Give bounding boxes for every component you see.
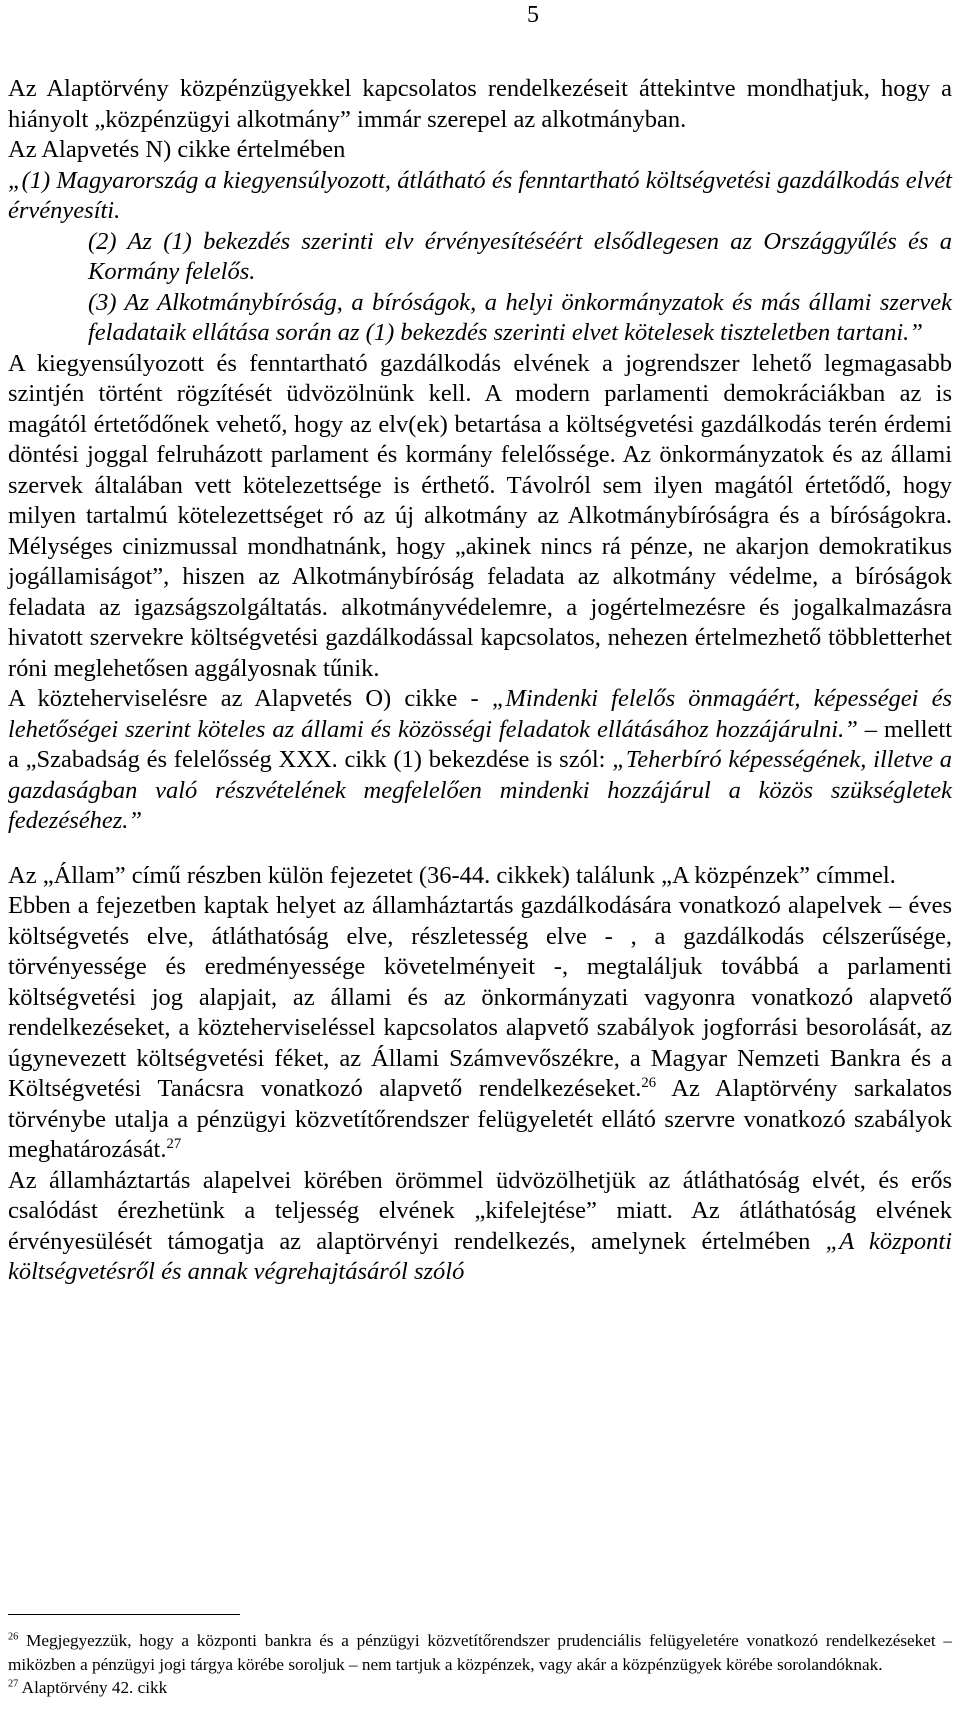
- footnote-number: 26: [8, 1631, 19, 1643]
- paragraph-public-burden: [8, 684, 952, 837]
- text-run: Ebben a fejezetben kaptak helyet az államháztartás gazdálkodására vonatkozó alapelvek – éves költségvetés elve, átláthatóság elve, részletesség elve - , a gazdálkodás célszerűsége, törvényessége és eredményessége követelményeit -, megtaláljuk továbbá a parlamenti költségvetési jog alapjait, az állami és az önkormányzati vagyonra vonatkozó alapvető rendelkezéseket, a közteherviseléssel kapcsolatos alapvető szabályok jogforrási besorolását, az úgynevezett költségvetési féket, az Állami Számvevőszékre, a Magyar Nemzeti Bankra és a Költségvetési Tanácsra vonatkozó alapvető rendelkezéseket.: [8, 892, 952, 1102]
- footnote-text: Alaptörvény 42. cikk: [18, 1678, 168, 1697]
- page-number: 5: [527, 2, 539, 28]
- quote-article-n-2: (2) Az (1) bekezdés szerinti elv érvényesítéséért elsődlegesen az Országgyűlés és a Kormány felelős.: [88, 227, 952, 285]
- quote-article-o: „Mindenki felelős önmagáért, képességei és lehetőségei szerint köteles az állami és közösségi feladatok ellátásához hozzájárulni.”: [8, 685, 952, 743]
- text-run: A közteherviselésre az Alapvetés O) cikke -: [8, 685, 492, 712]
- footnote-26: [8, 1629, 952, 1676]
- text-run: – mellett a „Szabadság és felelősség XXX. cikk (1) bekezdése is szól:: [8, 715, 952, 773]
- quote-budget: „A központi költségvetésről és annak végrehajtásáról szóló: [8, 1227, 952, 1285]
- paragraph-state-chapter: Az „Állam” című részben külön fejezetet (36-44. cikkek) találunk „A közpénzek” címmel.: [8, 861, 896, 889]
- quote-article-n-3: (3) Az Alkotmánybíróság, a bíróságok, a helyi önkormányzatok és más állami szervek feladataik ellátása során az (1) bekezdés szerinti elvet kötelesek tiszteletben tartani.”: [88, 288, 952, 346]
- paragraph-chapter-contents: [8, 891, 952, 1166]
- paragraph-intro: Az Alaptörvény közpénzügyekkel kapcsolatos rendelkezéseit áttekintve mondhatjuk, hogy a hiányolt „közpénzügyi alkotmány” immár szerepel az alkotmányban.: [8, 75, 952, 133]
- footnote-separator: [8, 1614, 240, 1615]
- paragraph-commentary: A kiegyensúlyozott és fenntartható gazdálkodás elvének a jogrendszer lehető legmagasabb szintjén történt rögzítését üdvözölnünk kell. A modern parlamenti demokráciákban az is magától értetődőnek vehető, hogy az elv(ek) betartása a költségvetési gazdálkodás terén érdemi döntési joggal felruházott parlament és kormány felelőssége. Az önkormányzatok és az állami szervek általában vett kötelezettsége is érthető. Távolról sem ilyen magától értetődő, hogy milyen tartalmú kötelezettséget ró az új alkotmány az Alkotmánybíróságra és a bíróságokra. Mélységes cinizmussal mondhatnánk, hogy „akinek nincs rá pénze, ne akarjon demokratikus jogállamiságot”, hiszen az Alkotmánybíróság feladata az alkotmány védelme, a bíróságok feladata az igazságszolgáltatás. alkotmányvédelemre, a jogértelmezésre és jogalkalmazásra hivatott szervekre költségvetési gazdálkodással kapcsolatos, nehezen értelmezhető többletterhet róni meglehetősen aggályosnak tűnik.: [8, 349, 952, 682]
- quote-article-xxx: „Teherbíró képességének, illetve a gazdaságban való részvételének megfelelően mindenki hozzájárul a közös szükségletek fedezéséhez.”: [8, 746, 952, 834]
- text-run: Az Alaptörvény sarkalatos törvénybe utalja a pénzügyi közvetítőrendszer felügyeletét ellátó szervre vonatkozó szabályok meghatározását.: [8, 1075, 952, 1163]
- text-run: Az államháztartás alapelvei körében örömmel üdvözölhetjük az átláthatóság elvét, és erős csalódást érezhetünk a teljesség elvének „kifelejtése” miatt. Az átláthatóság elvének érvényesülését támogatja az alaptörvényi rendelkezés, amelynek értelmében: [8, 1166, 952, 1255]
- quote-article-n-1: „(1) Magyarország a kiegyensúlyozott, átlátható és fenntartható költségvetési gazdálkodás elvét érvényesíti.: [8, 166, 952, 224]
- footnote-number: 27: [8, 1678, 19, 1690]
- main-text: [8, 74, 952, 1288]
- footnotes: [8, 1629, 952, 1700]
- footnote-ref-26[interactable]: 26: [641, 1074, 657, 1091]
- footnote-text: Megjegyezzük, hogy a központi bankra és a pénzügyi közvetítőrendszer prudenciális felügyeletére vonatkozó rendelkezéseket – miközben a pénzügyi jogi tárgya körébe soroljuk – nem tartjuk a közpénzek, vagy akár a közpénzügyek körébe sorolandóknak.: [8, 1631, 952, 1674]
- footnote-27: [8, 1676, 952, 1700]
- footnote-ref-27[interactable]: 27: [166, 1135, 182, 1152]
- paragraph-principles: [8, 1166, 952, 1288]
- spacer: [8, 837, 952, 861]
- paragraph-article-n-intro: Az Alapvetés N) cikke értelmében: [8, 136, 346, 163]
